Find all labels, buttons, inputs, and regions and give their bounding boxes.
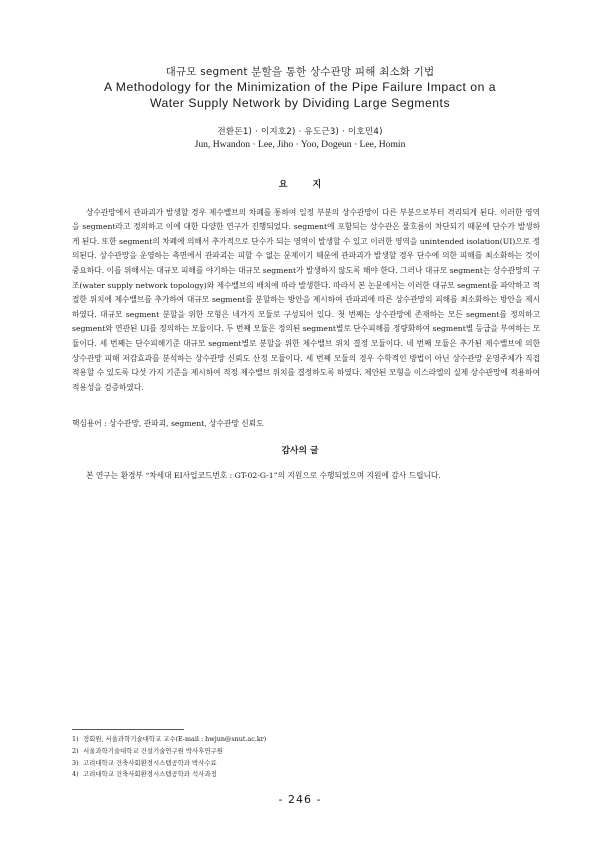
abstract-body: 상수관망에서 관파괴가 발생할 경우 제수밸브의 차폐를 통하여 일정 부분의 상수관망이 다른 부분으로부터 격리되게 된다. 이러한 영역을 segment라고 정의하고 이에 대한 다양한 연구가 진행되었다. segment에 포함되는 상수관은 물흐름이 차단되기 때문에 단수가 발생하게 된다. 또한 segment의 차폐에 의해서 추가적으로 단수가 되는 영역이 발생할 수 있고 이러한 영역을 unintended isolation(UI)으로 정의된다. 상수관망을 운영하는 측면에서 관파괴는 피할 수 없는 문제이기 때문에 관파괴가 발생할 경우 단수에 의한 피해를 최소화하는 것이 중요하다. 이를 위해서는 대규모 피해를 야기하는 대규모 segment가 발생하지 않도록 해야 한다. 그러나 대규모 segment는 상수관망의 구조(water supply network topology)와 제수밸브의 배치에 따라 발생한다. 따라서 본 논문에서는 이러한 대규모 segment를 파악하고 적절한 위치에 제수밸브를 추가하여 대규모 segment를 분할하는 방안을 제시하여 관파괴에 따른 상수관망의 피해를 최소화하는 방안을 제시하였다. 대규모 segment 분할을 위한 모형은 네가지 모듈로 구성되어 있다. 첫 번째는 상수관망에 존재하는 모든 segment를 정의하고 segment와 연관된 UI를 정의하는 모듈이다. 두 번째 모듈은 정의된 segment별로 단수피해를 정량화하여 segment별 등급을 부여하는 모듈이다. 세 번째는 단수피해기준 대규모 segment별로 분할을 위한 제수밸브 위치 결정 모듈이다. 네 번째 모듈은 추가된 제수밸브에 의한 상수관망 피해 저감효과를 분석하는 상수관망 신뢰도 산정 모듈이다. 세 번째 모듈의 경우 수학적인 방법이 아닌 상수관망 운영주체가 직접 적용할 수 있도록 다섯 가지 기준을 제시하여 적정 제수밸브 위치를 결정하도록 하였다. 제안된 모형을 이스라엘의 실제 상수관망에 적용하여 적용성을 검증하였다. bbox=[72, 207, 540, 392]
acknowledgement-body: 본 연구는 환경부 “차세대 EI사업코드번호 : GT-02-G-1”의 지원으로 수행되었으며 지원에 감사 드립니다. bbox=[86, 471, 441, 480]
footnote-text: 정회원, 서울과학기술대학교 교수(E-mail : hwjun@snut.ac.kr) bbox=[83, 735, 267, 743]
acknowledgement-heading: 감사의 글 bbox=[281, 446, 319, 456]
footnote-item bbox=[72, 734, 540, 746]
footnote-number: 4) bbox=[72, 770, 79, 779]
footnote-item bbox=[72, 758, 540, 770]
footnote-number: 3) bbox=[72, 758, 79, 767]
authors-korean: 전환돈1) · 이지호2) · 유도근3) · 이호민4) bbox=[217, 127, 383, 137]
footnote-number: 2) bbox=[72, 746, 79, 755]
authors-english: Jun, Hwandon · Lee, Jiho · Yoo, Dogeun · Lee, Homin bbox=[194, 139, 406, 150]
footnote-item bbox=[72, 746, 540, 758]
paper-title-korean: 대규모 segment 분할을 통한 상수관망 피해 최소화 기법 bbox=[165, 66, 435, 78]
page-number: - 246 - bbox=[278, 793, 322, 806]
footnote-text: 고려대학교 건축사회환경시스템공학과 석사과정 bbox=[83, 770, 217, 779]
footnote-text: 서울과학기술대학교 건설기술연구원 박사후연구원 bbox=[83, 746, 223, 755]
footnote-number: 1) bbox=[72, 735, 79, 743]
footnotes bbox=[72, 734, 540, 781]
abstract-heading: 요 지 bbox=[278, 180, 322, 190]
paper-title-english: A Methodology for the Minimization of the Pipe Failure Impact on a Water Supply Network by Dividing Large Segments bbox=[103, 80, 497, 110]
footnote-item bbox=[72, 769, 540, 781]
footnote-text: 고려대학교 건축사회환경시스템공학과 박사수료 bbox=[83, 758, 217, 767]
keywords: 핵심용어 : 상수관망, 관파괴, segment, 상수관망 신뢰도 bbox=[72, 419, 264, 428]
footnote-divider bbox=[72, 729, 184, 730]
